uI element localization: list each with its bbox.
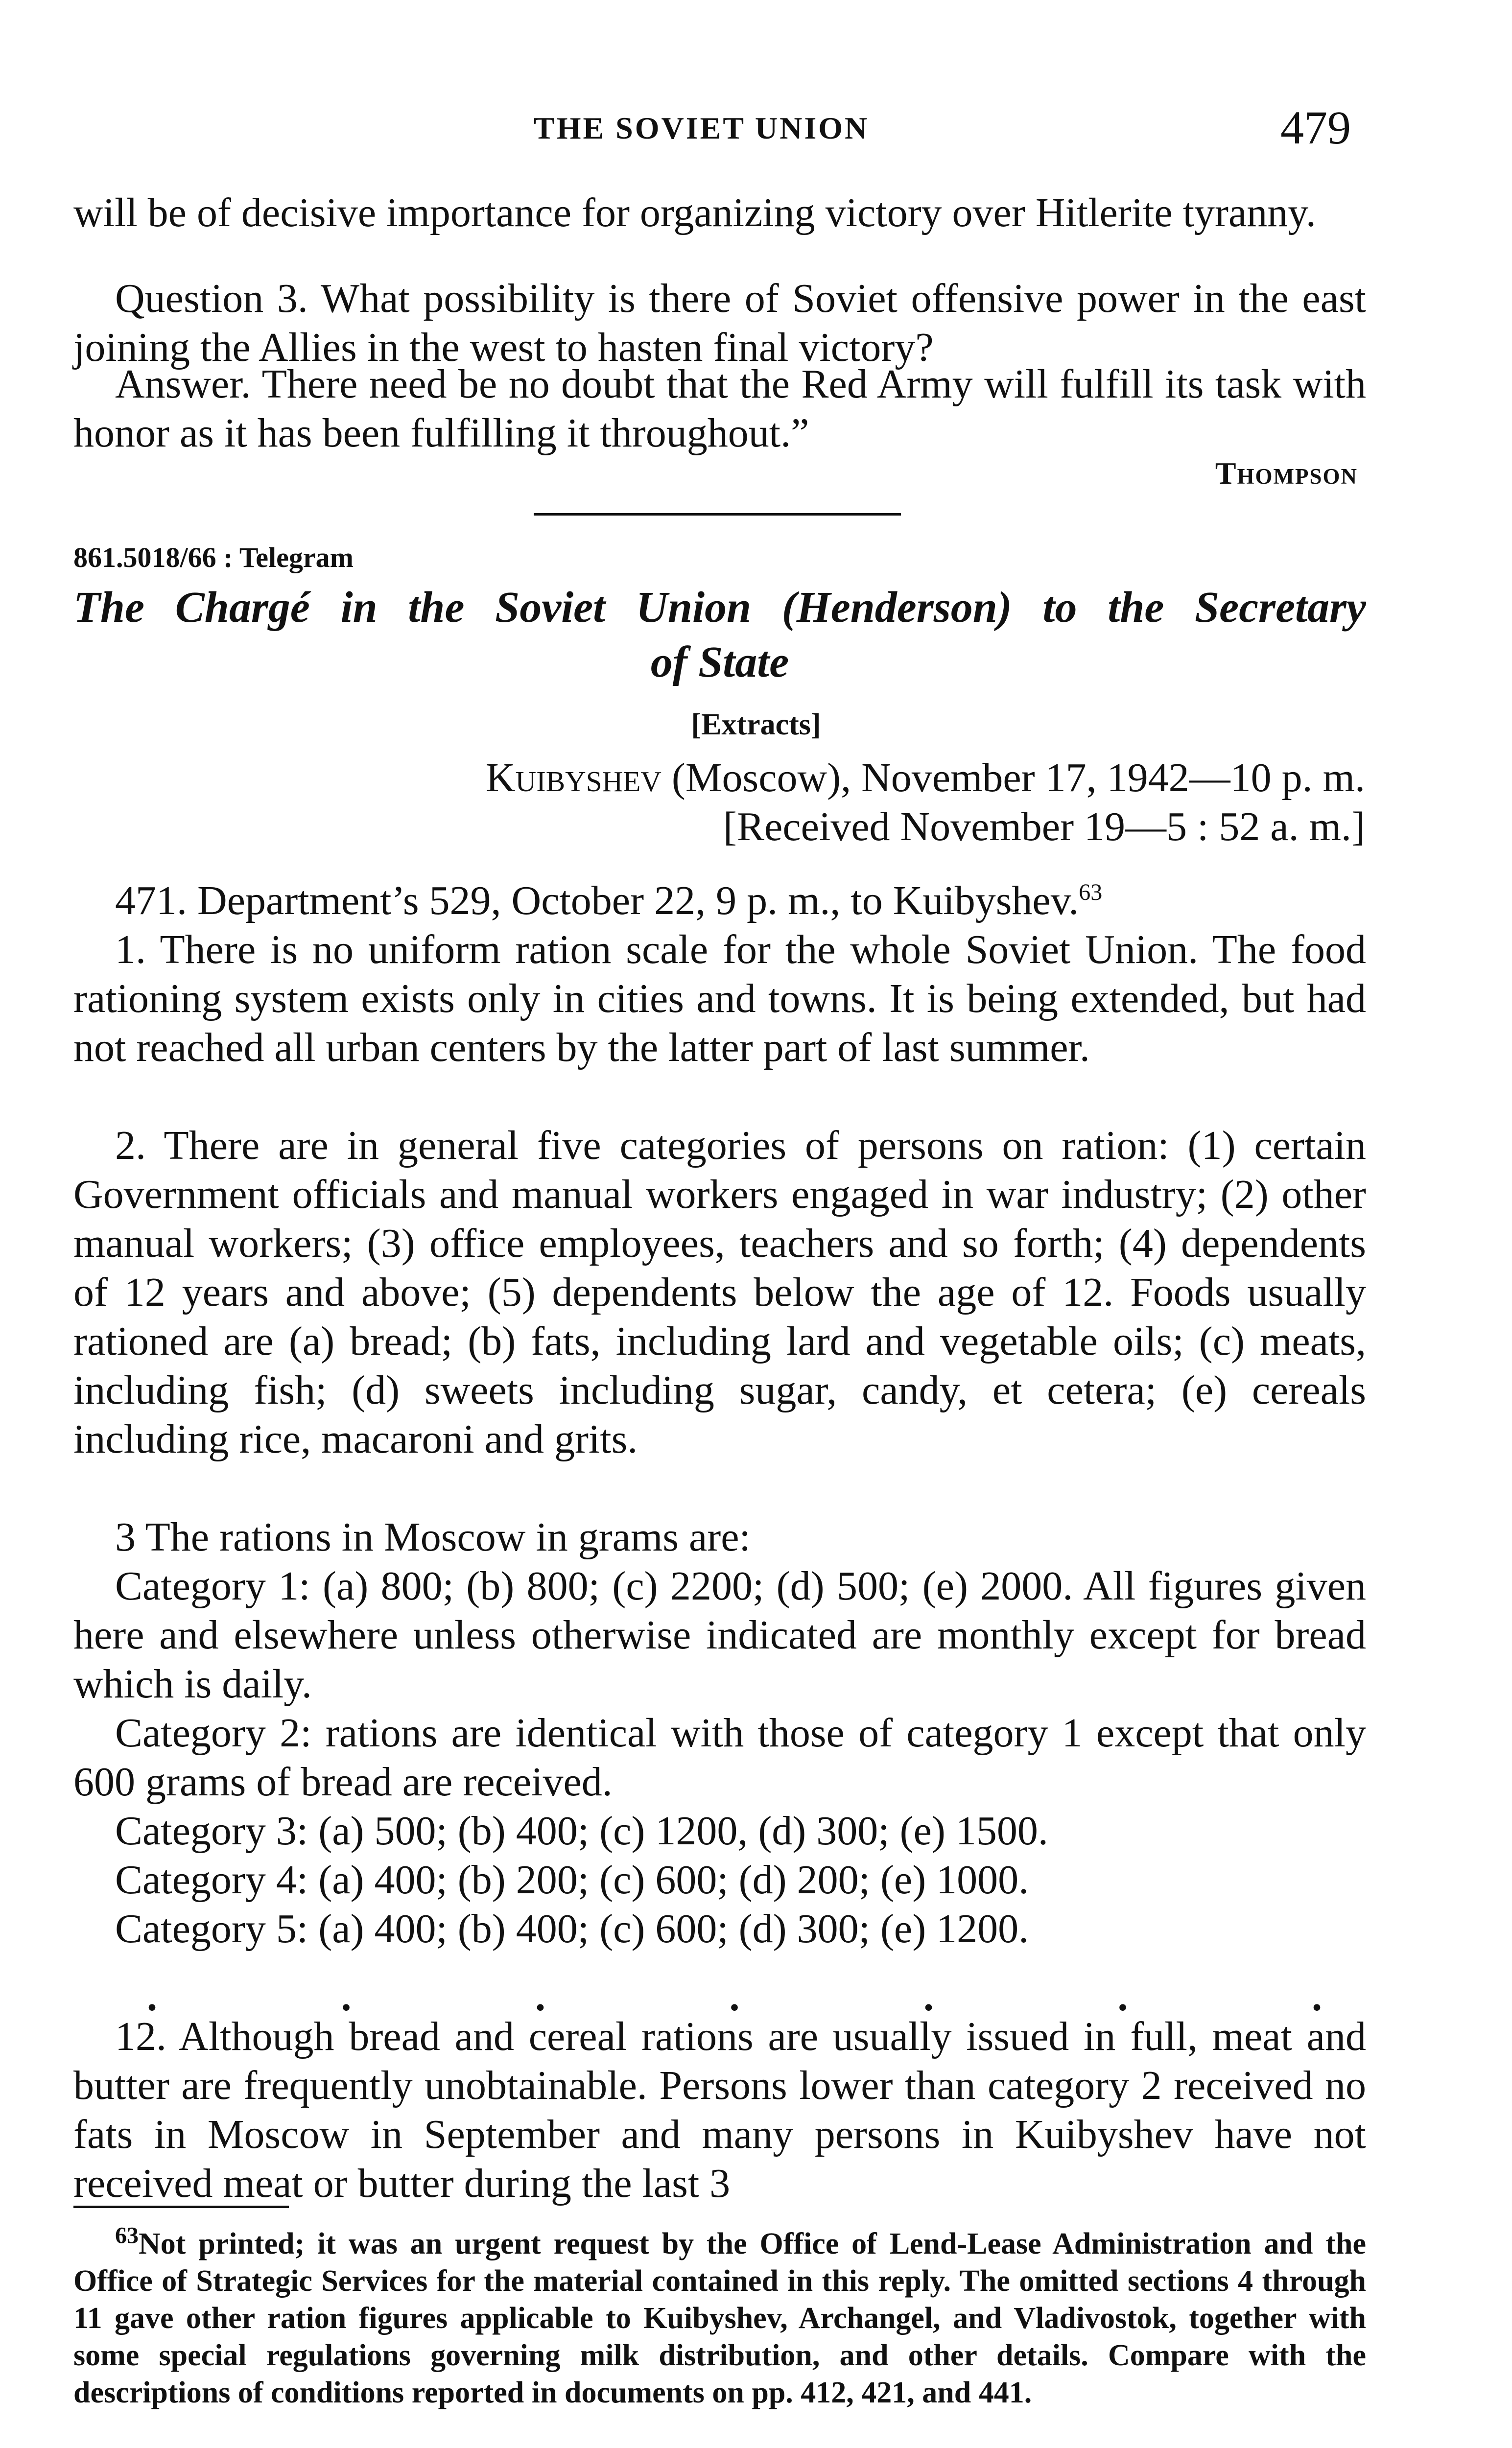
continuation-text: will be of decisive importance for organizing victory over Hitlerite tyranny. [73,190,1316,235]
dateline [486,754,1365,801]
file-reference: 861.5018/66 : Telegram [73,541,354,573]
footnote-rule [73,2206,289,2208]
omission-dots: . . . . . . . [147,1974,1322,2020]
reference-line [73,876,1366,925]
running-head [0,100,1512,154]
page-number: 479 [1280,101,1351,154]
heading-line-1: The Chargé in the Soviet Union (Henderson) to the Secretary [73,583,1366,632]
dateline-place: Kuibyshev [485,755,662,800]
category-4: Category 4: (a) 400; (b) 200; (c) 600; (d) 200; (e) 1000. [115,1857,1029,1903]
extracts-note: [Extracts] [691,708,821,741]
paragraph-3: 3 The rations in Moscow in grams are: [115,1514,751,1560]
footnote-mark: 63 [115,2222,139,2249]
footnote-reference: 63 [1079,879,1103,905]
footnote [73,2222,1366,2411]
question-3: Question 3. What possibility is there of Soviet offensive power in the east joining the Allies in the west to hasten final victory? [73,276,1366,370]
heading-line-2: of State [650,638,789,686]
category-3: Category 3: (a) 500; (b) 400; (c) 1200, (d) 300; (e) 1500. [115,1808,1048,1854]
paragraph-2 [73,1121,1366,1464]
section-divider [534,513,901,516]
paragraph-2-text: 2. There are in general five categories of persons on ration: (1) certain Government officials and manual workers engaged in war industry; (2) other manual workers; (3) office employees, teachers and so forth; (4) dependents of 12 years and above; (5) dependents below the age of 12. Foods usually rationed are [73,1123,1366,1364]
answer-text: Answer. There need be no doubt that the Red Army will fulfill its task with honor as it has been fulfilling it throughout.” [73,361,1366,456]
category-5: Category 5: (a) 400; (b) 400; (c) 600; (d) 300; (e) 1200. [115,1906,1029,1952]
paragraph-2-foods: (a) bread; (b) fats, including lard and vegetable oils; (c) meats, including fish; (d) sweets including sugar, candy, et cetera; (e) cereals including rice, macaroni and grits. [73,1318,1366,1462]
footnote-text: Not printed; it was an urgent request by the Office of Lend-Lease Administration and the Office of Strategic Services for the material contained in this reply. The omitted sections 4 through 11 gave other ration figures applicable to Kuibyshev, Archangel, and Vladivostok, together with some special regulations governing milk distribution, and other details. Compare with the descriptions of conditions reported in documents on pp. 412, 421, and 441. [73,2227,1366,2409]
category-1: Category 1: (a) 800; (b) 800; (c) 2200; (d) 500; (e) 2000. All figures given here and elsewhere unless otherwise indicated are monthly except for bread which is daily. [73,1563,1366,1707]
reference-text: 471. Department’s 529, October 22, 9 p. m., to Kuibyshev. [115,878,1079,923]
received-line: [Received November 19—5 : 52 a. m.] [723,804,1365,849]
dateline-date: (Moscow), November 17, 1942—10 p. m. [661,755,1365,800]
paragraph-12: 12. Although bread and cereal rations are usually issued in full, meat and butter are frequently unobtainable. Persons lower than category 2 received no fats in Moscow in September and many persons in Kuibyshev have not received meat or butter during the last 3 [73,2014,1366,2206]
paragraph-1: 1. There is no uniform ration scale for the whole Soviet Union. The food rationing system exists only in cities and towns. It is being extended, but had not reached all urban centers by the latter part of last summer. [73,927,1366,1070]
document-heading [73,580,1366,690]
category-2: Category 2: rations are identical with those of category 1 except that only 600 grams of bread are received. [73,1710,1366,1805]
running-head-title: THE SOVIET UNION [534,111,870,145]
signature: Thompson [1215,456,1358,491]
